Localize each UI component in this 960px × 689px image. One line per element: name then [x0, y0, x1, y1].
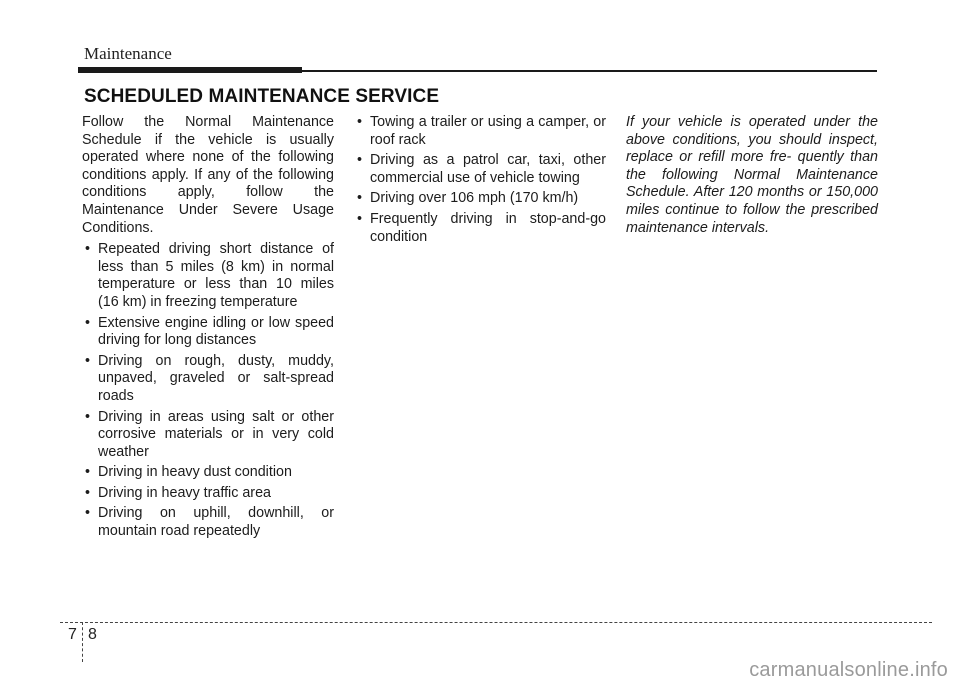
page-number-divider	[82, 622, 83, 662]
column-2	[354, 114, 606, 246]
watermark: carmanualsonline.info	[749, 659, 948, 681]
intro-paragraph: Follow the Normal Maintenance Schedule if the vehicle is usually operated where none of the following conditions apply. If any of the following conditions apply, follow the Maintenance Under Severe Usage Conditions.	[82, 114, 334, 236]
header-rule-thin	[302, 70, 877, 72]
list-item: • Driving over 106 mph (170 km/h)	[354, 190, 606, 208]
list-item: • Driving on uphill, downhill, or mountain road repeatedly	[82, 505, 334, 540]
column-3	[626, 114, 878, 237]
list-item: • Frequently driving in stop-and-go condition	[354, 211, 606, 246]
maintenance-note: If your vehicle is operated under the above conditions, you should inspect, replace or refill more fre- quently than the following Normal Maintenance Schedule. After 120 months or 150,000 miles continue to follow the prescribed maintenance intervals.	[626, 114, 878, 236]
list-item: • Extensive engine idling or low speed driving for long distances	[82, 315, 334, 350]
list-item: • Repeated driving short distance of less than 5 miles (8 km) in normal temperature or less than 10 miles (16 km) in freezing temperature	[82, 241, 334, 311]
page-number: 8	[88, 626, 97, 643]
list-item: • Driving on rough, dusty, muddy, unpaved, graveled or salt-spread roads	[82, 353, 334, 406]
severe-conditions-list-continued	[354, 114, 606, 246]
list-item: • Driving in heavy traffic area	[82, 485, 334, 503]
header-title: Maintenance	[84, 44, 172, 63]
list-item: • Towing a trailer or using a camper, or roof rack	[354, 114, 606, 149]
severe-conditions-list	[82, 241, 334, 541]
column-1	[82, 114, 334, 541]
header-rule-thick	[78, 67, 302, 73]
chapter-number: 7	[68, 626, 77, 643]
footer-rule	[60, 622, 932, 623]
list-item: • Driving as a patrol car, taxi, other commercial use of vehicle towing	[354, 152, 606, 187]
list-item: • Driving in areas using salt or other corrosive materials or in very cold weather	[82, 409, 334, 462]
list-item: • Driving in heavy dust condition	[82, 464, 334, 482]
section-title: SCHEDULED MAINTENANCE SERVICE	[84, 86, 440, 107]
